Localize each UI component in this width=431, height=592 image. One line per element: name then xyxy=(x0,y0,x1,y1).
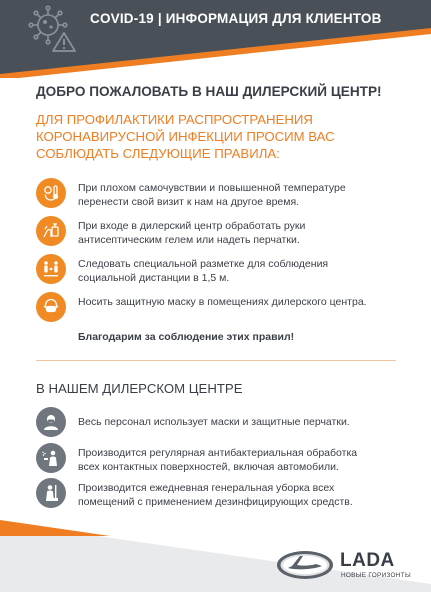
rule-line: При плохом самочувствии и повышенной температуре xyxy=(78,182,346,194)
dealer-line: Производится ежедневная генеральная уборка всех xyxy=(78,482,335,494)
face-mask-icon xyxy=(36,292,66,322)
dealer-section-title: В НАШЕМ ДИЛЕРСКОМ ЦЕНТРЕ xyxy=(36,381,243,396)
rule-item xyxy=(36,178,406,214)
dealer-item-text xyxy=(78,481,408,509)
rule-item xyxy=(36,216,406,252)
intro-line: ДЛЯ ПРОФИЛАКТИКИ РАСПРОСТРАНЕНИЯ xyxy=(36,112,313,127)
rule-text xyxy=(78,257,408,285)
brand-name: LADA xyxy=(340,550,395,571)
intro-text xyxy=(36,111,406,162)
thermometer-icon xyxy=(36,178,66,208)
dealer-item-text xyxy=(78,415,408,429)
virus-warning-icon xyxy=(26,3,78,55)
rule-line: Носить защитную маску в помещениях дилерского центра. xyxy=(78,296,367,308)
dealer-line: Весь персонал использует маски и защитные перчатки. xyxy=(78,416,350,428)
rule-item xyxy=(36,292,406,328)
rule-line: перенести свой визит к нам на другое время. xyxy=(78,196,300,208)
disinfection-spray-icon xyxy=(36,443,66,473)
intro-line: СОБЛЮДАТЬ СЛЕДУЮЩИЕ ПРАВИЛА: xyxy=(36,146,280,161)
brand-slogan: НОВЫЕ ГОРИЗОНТЫ xyxy=(341,572,411,579)
hand-sanitizer-icon xyxy=(36,216,66,246)
rule-text xyxy=(78,295,408,309)
cleaning-person-icon xyxy=(36,478,66,508)
dealer-item xyxy=(36,407,406,443)
rule-line: Следовать специальной разметке для соблюдения xyxy=(78,258,329,270)
rule-line: социальной дистанции в 1,5 м. xyxy=(78,272,230,284)
dealer-line: всех контактных поверхностей, включая автомобили. xyxy=(78,461,339,473)
dealer-item xyxy=(36,443,406,479)
rule-line: антисептическим гелем или надеть перчатки. xyxy=(78,234,300,246)
lada-boat-emblem-icon xyxy=(276,550,334,580)
header-title: COVID-19 | ИНФОРМАЦИЯ ДЛЯ КЛИЕНТОВ xyxy=(90,11,382,26)
welcome-title: ДОБРО ПОЖАЛОВАТЬ В НАШ ДИЛЕРСКИЙ ЦЕНТР! xyxy=(36,84,382,99)
dealer-item xyxy=(36,478,406,514)
rule-text xyxy=(78,181,408,209)
masked-person-icon xyxy=(36,407,66,437)
rule-item xyxy=(36,254,406,290)
social-distance-icon xyxy=(36,254,66,284)
intro-line: КОРОНАВИРУСНОЙ ИНФЕКЦИИ ПРОСИМ ВАС xyxy=(36,129,335,144)
dealer-line: помещений с применением дезинфицирующих средств. xyxy=(78,496,353,508)
rule-text xyxy=(78,219,408,247)
rule-line: При входе в дилерский центр обработать руки xyxy=(78,220,306,232)
dealer-line: Производится регулярная антибактериальная обработка xyxy=(78,447,358,459)
dealer-item-text xyxy=(78,446,408,474)
section-divider xyxy=(36,360,396,361)
header-banner xyxy=(0,0,431,78)
thanks-text: Благодарим за соблюдение этих правил! xyxy=(78,331,295,343)
